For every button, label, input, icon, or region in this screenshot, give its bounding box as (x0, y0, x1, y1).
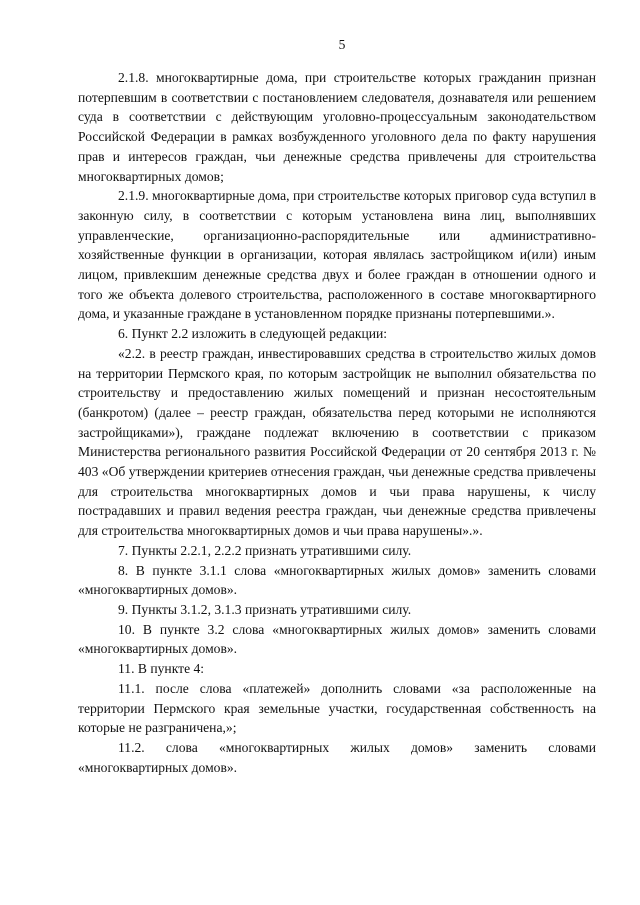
paragraph-item-8: 8. В пункте 3.1.1 слова «многоквартирных жилых домов» заменить словами «многоквартирных домов». (78, 562, 596, 598)
paragraph-item-7: 7. Пункты 2.2.1, 2.2.2 признать утратившими силу. (118, 542, 412, 558)
paragraph-2-1-9: 2.1.9. многоквартирные дома, при строительстве которых приговор суда вступил в законную силу, в соответствии с которым установлена вина лиц, выполнявших управленческие, организационно-распорядительные или административно-хозяйственные функции в организации, которая являлась застройщиком и(или) иным лицом, привлекшим денежные средства двух и более граждан в отношении одного и того же объекта долевого строительства, расположенного в составе многоквартирного дома, и указанные граждане в установленном порядке признаны потерпевшими.». (78, 188, 596, 322)
paragraph-item-9: 9. Пункты 3.1.2, 3.1.3 признать утратившими силу. (118, 601, 412, 617)
paragraph-2-2-text: «2.2. в реестр граждан, инвестировавших средства в строительство жилых домов на территории Пермского края, по которым застройщик не выполнил обязательства по строительству и предоставлению жилых помещений и признан несостоятельным (банкротом) (далее – реестр граждан, обязательства перед которыми не исполняются застройщиками»), граждане подлежат включению в соответствии с приказом Министерства регионального развития Российской Федерации от 20 сентября 2013 г. № 403 «Об утверждении критериев отнесения граждан, чьи денежные средства привлечены для строительства многоквартирных домов и чьи права нарушены, к числу пострадавших и правил ведения реестра граждан, чьи денежные средства привлечены для строительства многоквартирных домов и чьи права нарушены».». (78, 345, 597, 539)
paragraph-item-11-2: 11.2. слова «многоквартирных жилых домов» заменить словами «многоквартирных домов». (78, 739, 596, 775)
paragraph-item-11-1: 11.1. после слова «платежей» дополнить словами «за расположенные на территории Пермского края земельные участки, государственная собственность на которые не разграничена,»; (78, 680, 596, 736)
paragraph-item-6: 6. Пункт 2.2 изложить в следующей редакции: (118, 326, 388, 342)
paragraph-item-10: 10. В пункте 3.2 слова «многоквартирных жилых домов» заменить словами «многоквартирных домов». (78, 621, 596, 657)
paragraph-item-11: 11. В пункте 4: (118, 661, 205, 677)
paragraph-2-1-8: 2.1.8. многоквартирные дома, при строительстве которых гражданин признан потерпевшим в соответствии с постановлением следователя, дознавателя или решением суда в соответствии с действующим уголовно-процессуальным законодательством Российской Федерации в рамках возбужденного уголовного дела по факту нарушения прав и интересов граждан, чьи денежные средства привлечены для строительства многоквартирных домов; (78, 70, 596, 184)
page-number: 5 (338, 37, 346, 52)
